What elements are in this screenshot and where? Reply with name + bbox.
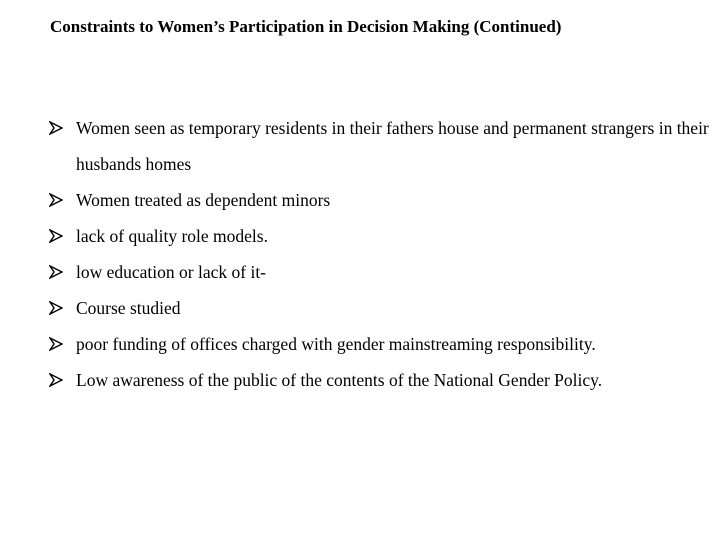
bullet-list — [49, 110, 709, 398]
bullet-text: Women treated as dependent minors — [76, 190, 331, 210]
arrowhead-bullet-icon — [49, 290, 67, 326]
slide-title: Constraints to Women’s Participation in Decision Making (Continued) — [50, 17, 562, 36]
bullet-text: poor funding of offices charged with gender mainstreaming responsibility. — [76, 334, 596, 354]
bullet-item — [49, 362, 709, 398]
arrowhead-bullet-icon — [49, 218, 67, 254]
bullet-item — [49, 326, 709, 362]
bullet-item — [49, 110, 709, 182]
arrowhead-bullet-icon — [49, 254, 67, 290]
bullet-text: lack of quality role models. — [76, 226, 268, 246]
arrowhead-bullet-icon — [49, 326, 67, 362]
arrowhead-bullet-icon — [49, 362, 67, 398]
bullet-item — [49, 290, 709, 326]
arrowhead-bullet-icon — [49, 182, 67, 218]
bullet-item — [49, 182, 709, 218]
arrowhead-bullet-icon — [49, 110, 67, 146]
bullet-item — [49, 254, 709, 290]
bullet-text: Course studied — [76, 298, 181, 318]
bullet-item — [49, 218, 709, 254]
bullet-text: Women seen as temporary residents in their fathers house and permanent strangers in their husbands homes — [76, 118, 709, 174]
bullet-text: low education or lack of it- — [76, 262, 267, 282]
bullet-text: Low awareness of the public of the contents of the National Gender Policy. — [76, 370, 603, 390]
